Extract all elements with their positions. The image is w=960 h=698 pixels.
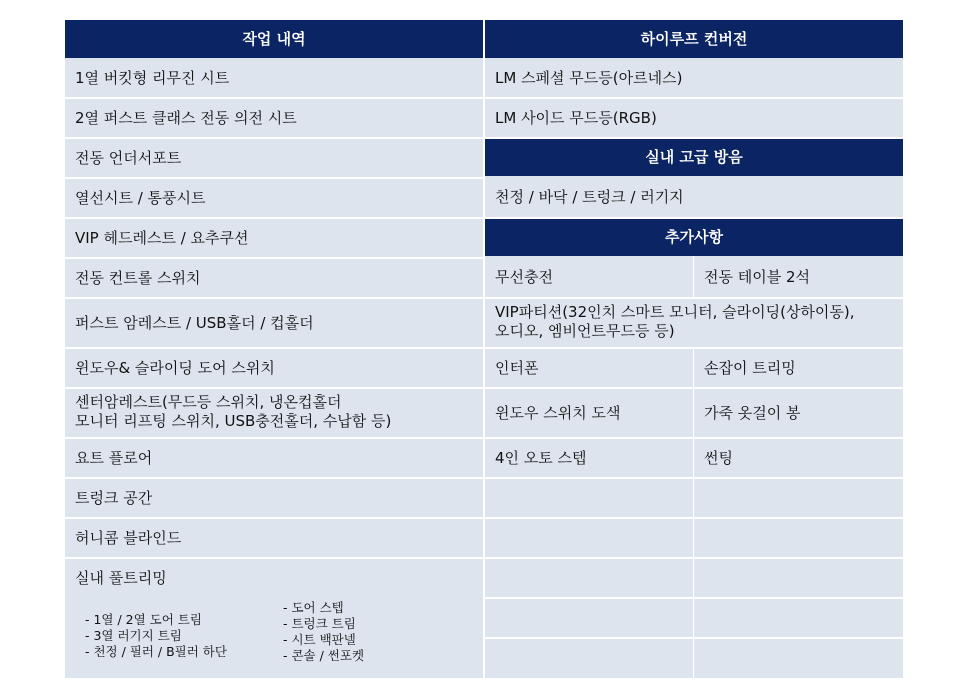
empty-cell — [694, 478, 903, 518]
extra-cell: 전동 테이블 2석 — [694, 256, 903, 298]
work-table — [65, 20, 903, 678]
trim-item: - 시트 백판넬 — [283, 632, 356, 647]
work-row: VIP 헤드레스트 / 요추쿠션 — [65, 218, 483, 258]
row-divider — [65, 257, 483, 259]
row-divider — [65, 177, 483, 179]
row-divider — [485, 637, 903, 639]
row-divider — [485, 597, 903, 599]
work-row: 요트 플로어 — [65, 438, 483, 478]
extra-cell-wide — [485, 298, 903, 348]
trim-item: - 콘솔 / 썬포켓 — [283, 648, 365, 663]
work-row: 윈도우& 슬라이딩 도어 스위치 — [65, 348, 483, 388]
trim-list-right — [283, 600, 364, 664]
high-roof-header: 하이루프 컨버전 — [485, 20, 903, 58]
work-row: 열선시트 / 통풍시트 — [65, 178, 483, 218]
work-row: 전동 컨트롤 스위치 — [65, 258, 483, 298]
empty-cell — [485, 518, 694, 558]
row-divider — [65, 477, 903, 479]
extra-cell: 손잡이 트리밍 — [694, 348, 903, 388]
work-row: 1열 버킷형 리무진 시트 — [65, 58, 483, 98]
row-divider — [65, 297, 903, 299]
row-divider — [65, 217, 903, 219]
empty-cell — [485, 558, 694, 598]
row-divider — [65, 517, 903, 519]
row-divider — [65, 387, 903, 389]
trim-list-left — [85, 612, 227, 660]
trim-item: - 1열 / 2열 도어 트림 — [85, 612, 202, 627]
conv-row: LM 스페셜 무드등(아르네스) — [485, 58, 903, 98]
empty-cell — [485, 478, 694, 518]
work-row-line: 센터암레스트(무드등 스위치, 냉온컵홀더 — [75, 393, 342, 411]
extra-cell: 무선충전 — [485, 256, 694, 298]
empty-cell — [485, 598, 694, 638]
soundproof-header: 실내 고급 방음 — [485, 138, 903, 176]
extra-cell: 썬팅 — [694, 438, 903, 478]
empty-cell — [694, 638, 903, 678]
work-row-label: 실내 풀트리밍 — [75, 569, 167, 587]
trim-item: - 도어 스텝 — [283, 600, 344, 615]
extras-header: 추가사항 — [485, 218, 903, 256]
trim-item: - 트렁크 트림 — [283, 616, 356, 631]
column-divider — [693, 256, 694, 298]
sound-row: 천정 / 바닥 / 트렁크 / 러기지 — [485, 176, 903, 218]
extra-cell: 인터폰 — [485, 348, 694, 388]
row-divider — [65, 97, 903, 99]
work-row: 트렁크 공간 — [65, 478, 483, 518]
row-divider — [65, 437, 903, 439]
work-row: 2열 퍼스트 클래스 전동 의전 시트 — [65, 98, 483, 138]
work-row — [65, 388, 483, 438]
extra-cell: 가죽 옷걸이 봉 — [694, 388, 903, 438]
empty-cell — [694, 598, 903, 638]
row-divider — [65, 557, 903, 559]
column-divider — [483, 20, 485, 678]
work-row-line: 모니터 리프팅 스위치, USB충전홀더, 수납함 등) — [75, 412, 392, 430]
trim-item: - 3열 러기지 트림 — [85, 628, 182, 643]
extra-cell: 4인 오토 스텝 — [485, 438, 694, 478]
row-divider — [65, 347, 903, 349]
empty-cell — [694, 558, 903, 598]
column-divider — [693, 348, 694, 678]
work-row: 허니콤 블라인드 — [65, 518, 483, 558]
work-row: 전동 언더서포트 — [65, 138, 483, 178]
extra-line: VIP파티션(32인치 스마트 모니터, 슬라이딩(상하이동), — [495, 303, 855, 321]
work-row: 퍼스트 암레스트 / USB홀더 / 컵홀더 — [65, 298, 483, 348]
extra-cell: 윈도우 스위치 도색 — [485, 388, 694, 438]
empty-cell — [694, 518, 903, 558]
work-history-header: 작업 내역 — [65, 20, 483, 58]
row-divider — [65, 137, 903, 139]
extra-line: 오디오, 엠비언트무드등 등) — [495, 322, 675, 340]
trim-item: - 천정 / 필러 / B필러 하단 — [85, 644, 227, 659]
empty-cell — [485, 638, 694, 678]
conv-row: LM 사이드 무드등(RGB) — [485, 98, 903, 138]
